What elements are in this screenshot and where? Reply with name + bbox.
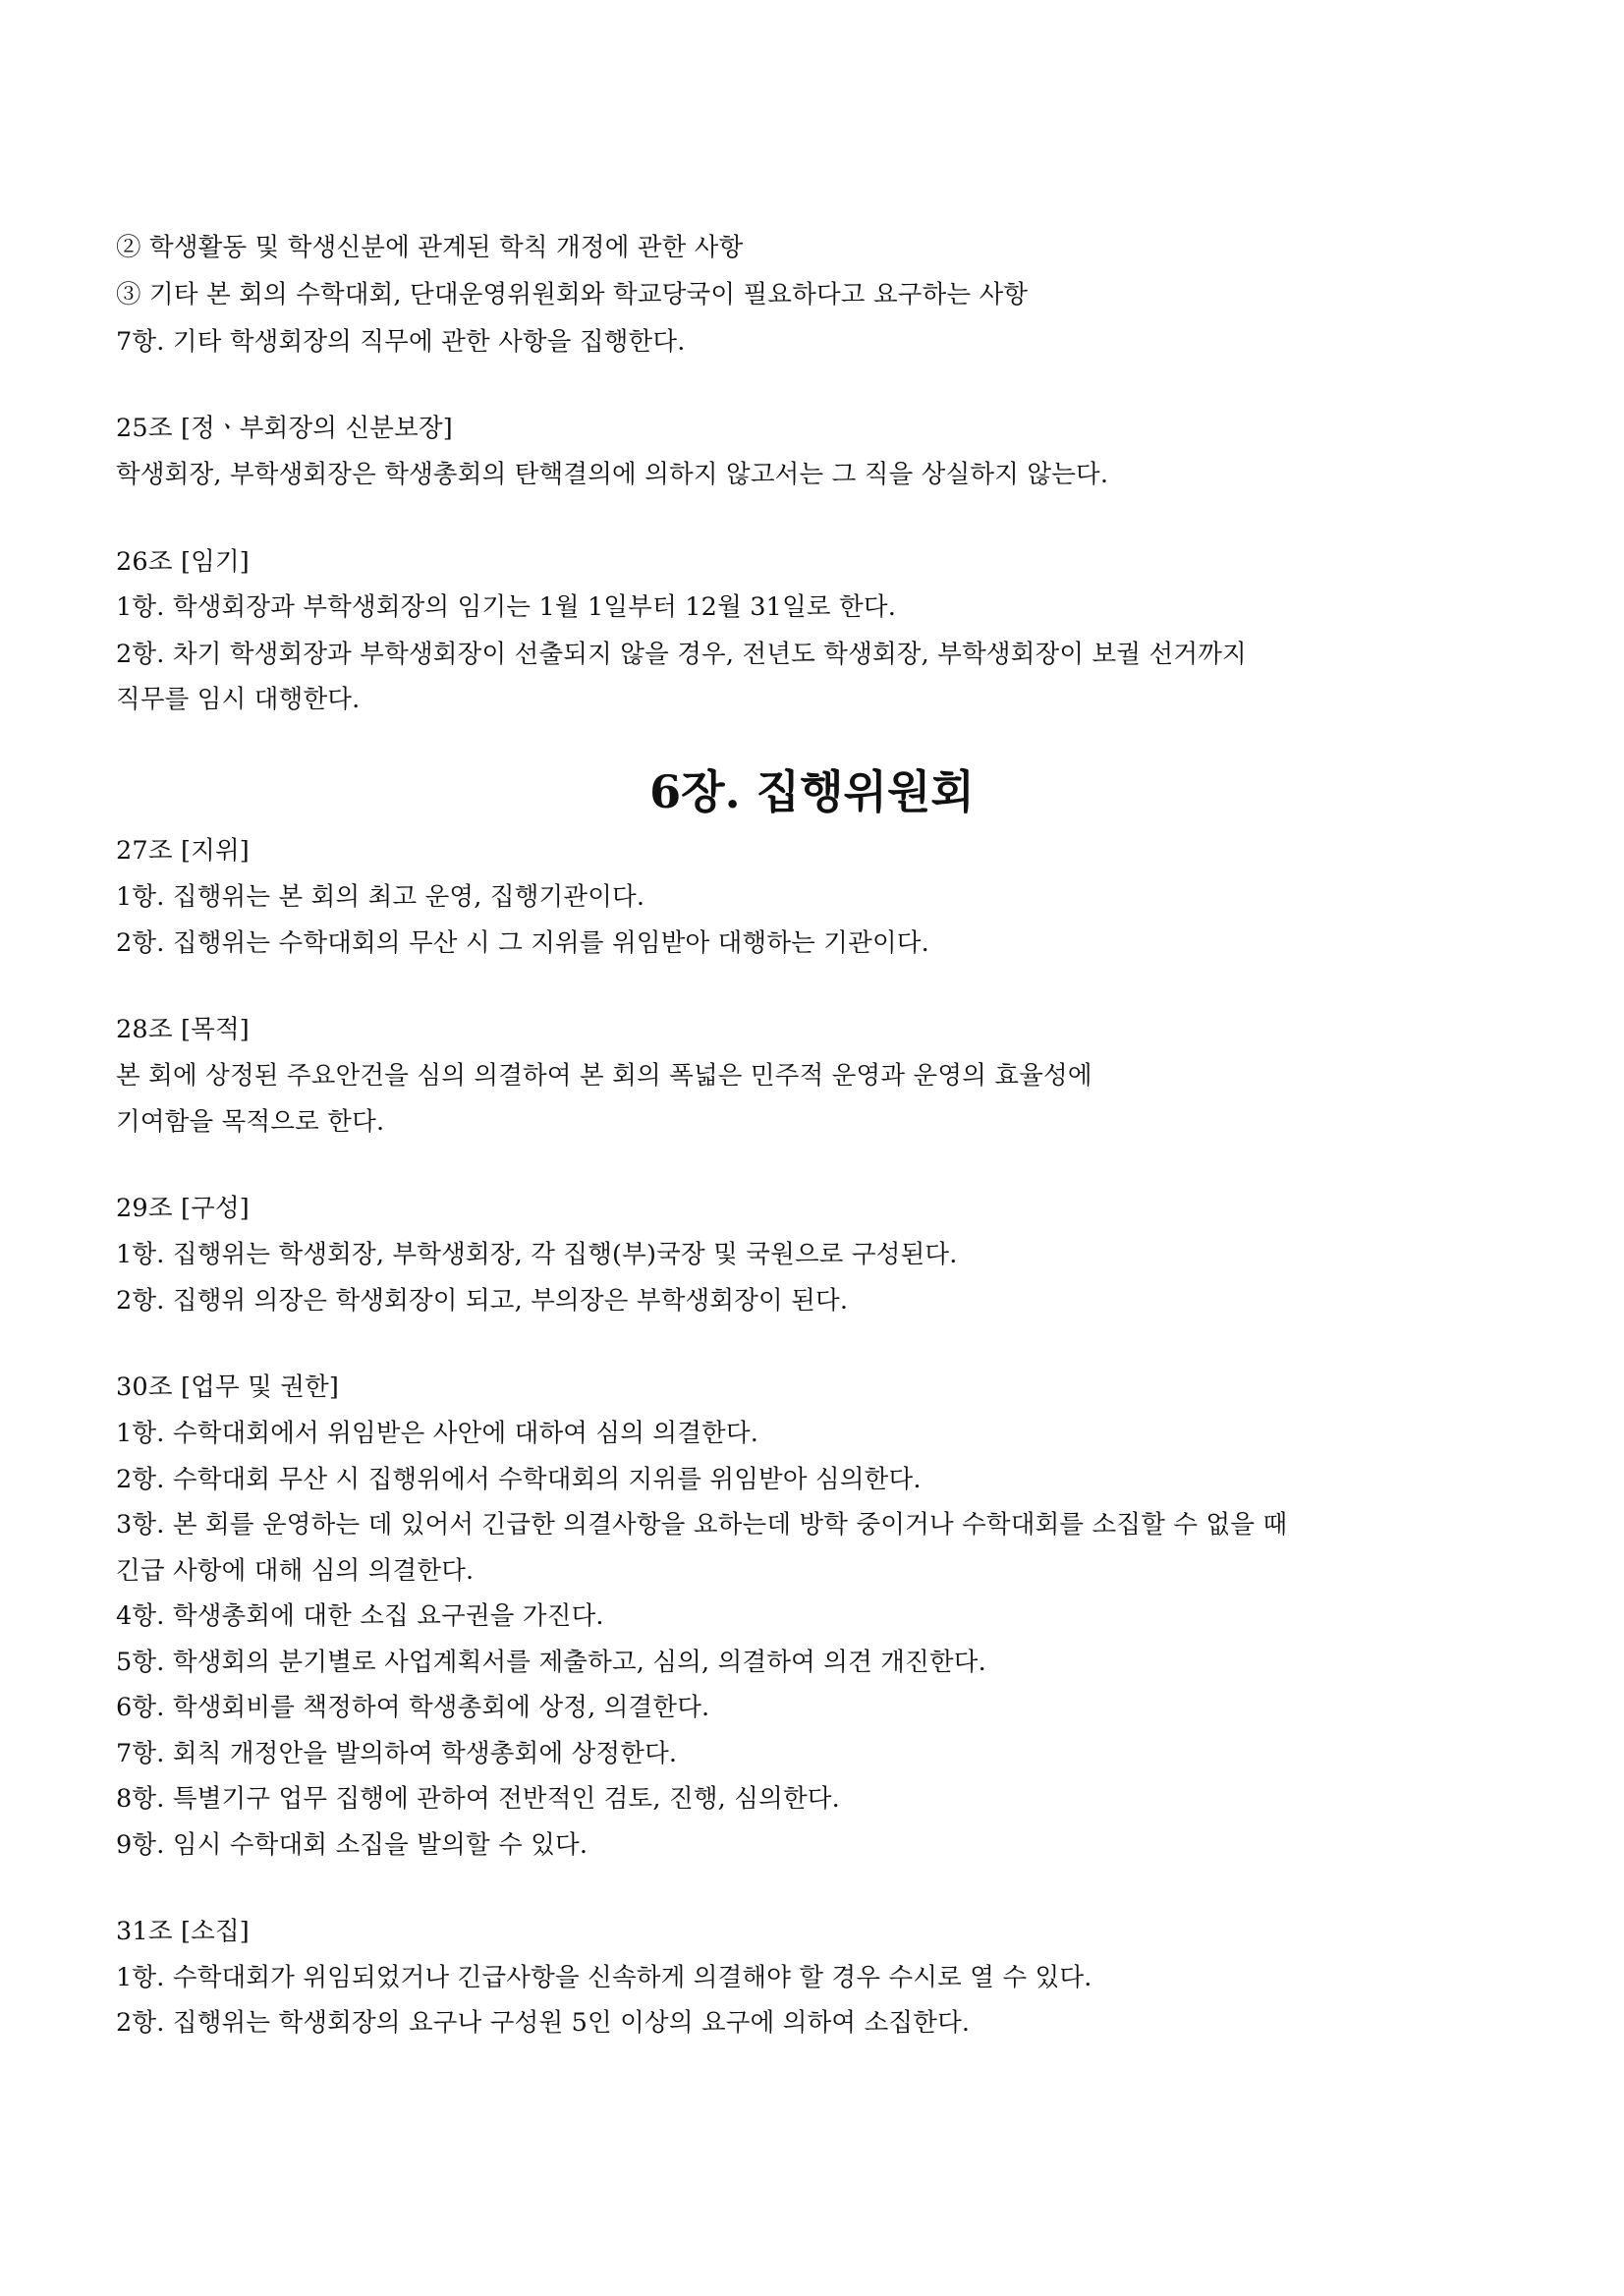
clause-7: 7항. 기타 학생회장의 직무에 관한 사항을 집행한다. bbox=[116, 327, 686, 357]
article-30-clause-5: 5항. 학생회의 분기별로 사업계획서를 제출하고, 심의, 의결하여 의견 개진한다. bbox=[116, 1648, 986, 1677]
article-31-title: 31조 [소집] bbox=[116, 1917, 250, 1946]
article-25-body: 학생회장, 부학생회장은 학생총회의 탄핵결의에 의하지 않고서는 그 직을 상실하지 않는다. bbox=[116, 460, 1109, 489]
article-30-clause-3-cont: 긴급 사항에 대해 심의 의결한다. bbox=[116, 1556, 475, 1586]
article-30-clause-9: 9항. 임시 수학대회 소집을 발의할 수 있다. bbox=[116, 1830, 588, 1860]
article-31-clause-2: 2항. 집행위는 학생회장의 요구나 구성원 5인 이상의 요구에 의하여 소집한다. bbox=[116, 2008, 971, 2038]
article-30-title: 30조 [업무 및 권한] bbox=[116, 1372, 340, 1402]
article-30-clause-6: 6항. 학생회비를 책정하여 학생총회에 상정, 의결한다. bbox=[116, 1693, 710, 1722]
article-27-clause-2: 2항. 집행위는 수학대회의 무산 시 그 지위를 위임받아 대행하는 기관이다. bbox=[116, 928, 929, 958]
article-29-clause-2: 2항. 집행위 의장은 학생회장이 되고, 부의장은 부학생회장이 된다. bbox=[116, 1286, 849, 1316]
article-28-body: 본 회에 상정된 주요안건을 심의 의결하여 본 회의 폭넓은 민주적 운영과 운영의 효율성에 bbox=[116, 1061, 1092, 1091]
chapter-heading: 6장. 집행위원회 bbox=[649, 765, 975, 818]
article-28-body-cont: 기여함을 목적으로 한다. bbox=[116, 1107, 385, 1137]
article-26-clause-2-cont: 직무를 임시 대행한다. bbox=[116, 685, 361, 714]
article-30-clause-7: 7항. 회칙 개정안을 발의하여 학생총회에 상정한다. bbox=[116, 1739, 678, 1768]
article-27-clause-1: 1항. 집행위는 본 회의 최고 운영, 집행기관이다. bbox=[116, 882, 645, 912]
article-30-clause-1: 1항. 수학대회에서 위임받은 사안에 대하여 심의 의결한다. bbox=[116, 1419, 759, 1448]
article-30-clause-8: 8항. 특별기구 업무 집행에 관하여 전반적인 검토, 진행, 심의한다. bbox=[116, 1784, 840, 1814]
article-27-title: 27조 [지위] bbox=[116, 836, 250, 866]
article-30-clause-3: 3항. 본 회를 운영하는 데 있어서 긴급한 의결사항을 요하는데 방학 중이거나 수학대회를 소집할 수 없을 때 bbox=[116, 1510, 1288, 1540]
article-30-clause-2: 2항. 수학대회 무산 시 집행위에서 수학대회의 지위를 위임받아 심의한다. bbox=[116, 1465, 922, 1494]
article-31-clause-1: 1항. 수학대회가 위임되었거나 긴급사항을 신속하게 의결해야 할 경우 수시로 열 수 있다. bbox=[116, 1963, 1092, 1992]
article-26-title: 26조 [임기] bbox=[116, 547, 250, 577]
article-29-clause-1: 1항. 집행위는 학생회장, 부학생회장, 각 집행(부)국장 및 국원으로 구성된다. bbox=[116, 1240, 958, 1269]
item-3: ③ 기타 본 회의 수학대회, 단대운영위원회와 학교당국이 필요하다고 요구하는 사항 bbox=[116, 280, 1029, 309]
article-26-clause-2: 2항. 차기 학생회장과 부학생회장이 선출되지 않을 경우, 전년도 학생회장, 부학생회장이 보궐 선거까지 bbox=[116, 640, 1247, 669]
article-30-clause-4: 4항. 학생총회에 대한 소집 요구권을 가진다. bbox=[116, 1601, 604, 1631]
article-28-title: 28조 [목적] bbox=[116, 1015, 250, 1044]
article-29-title: 29조 [구성] bbox=[116, 1194, 250, 1223]
article-25-title: 25조 [정ㆍ부회장의 신분보장] bbox=[116, 414, 453, 443]
article-26-clause-1: 1항. 학생회장과 부학생회장의 임기는 1월 1일부터 12월 31일로 한다. bbox=[116, 592, 897, 622]
item-2: ② 학생활동 및 학생신분에 관계된 학칙 개정에 관한 사항 bbox=[116, 233, 744, 262]
